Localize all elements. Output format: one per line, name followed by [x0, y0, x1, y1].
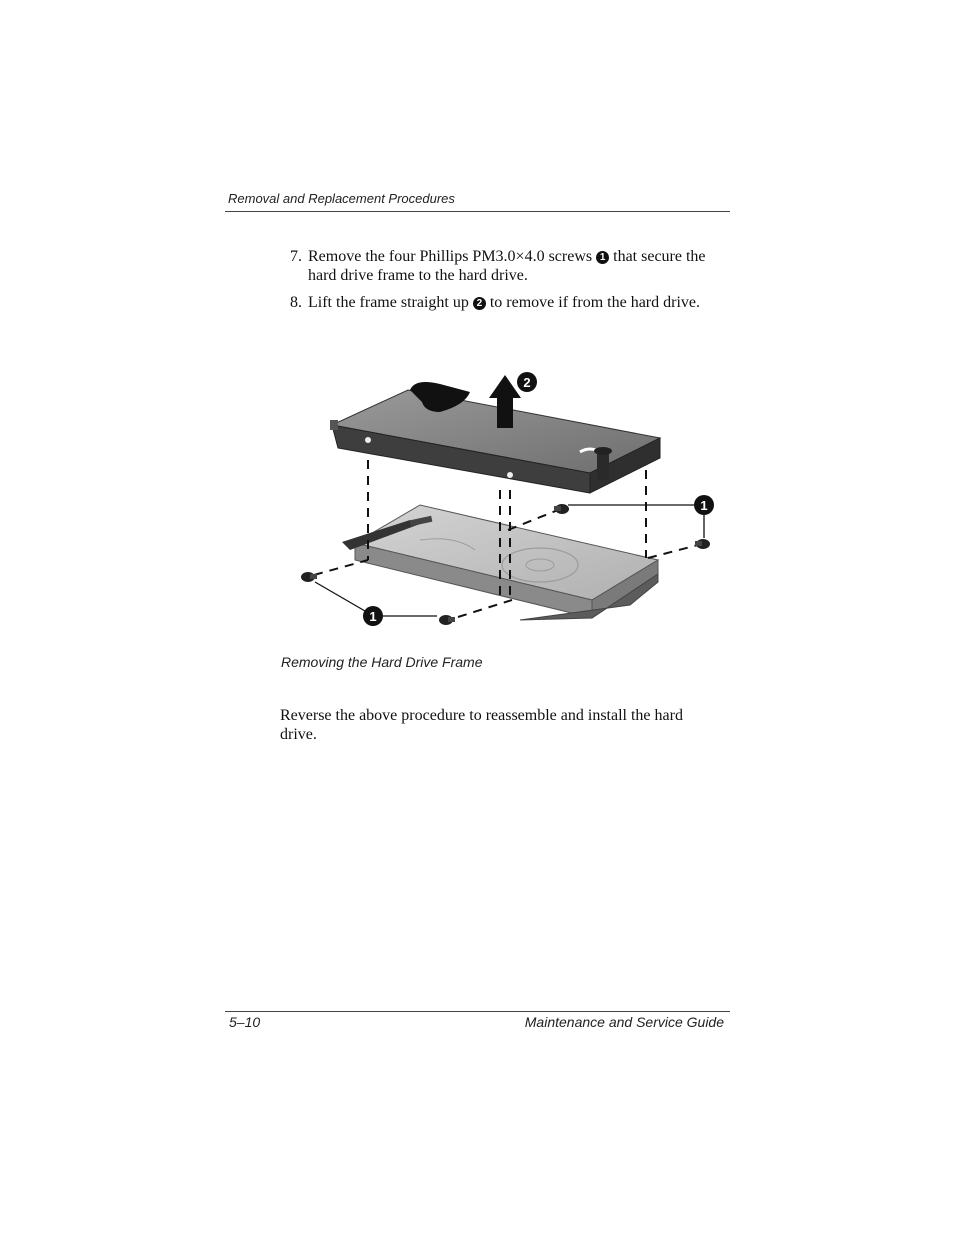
page-number: 5–10 [229, 1014, 261, 1030]
callout-1-circle [694, 495, 714, 515]
callout-1-label: 1 [369, 609, 377, 624]
callout-1-circle [363, 606, 383, 626]
step-text [308, 247, 735, 285]
step-text-before: Lift the frame straight up [308, 294, 469, 311]
exploded-view-drawing [290, 360, 730, 635]
screw-icon [301, 572, 317, 582]
body-paragraph: Reverse the above procedure to reassemble and install the hard drive. [280, 707, 683, 743]
header-rule [225, 211, 730, 212]
step-text-after: that secure the hard drive frame to the hard drive. [308, 248, 706, 284]
screw-icon [695, 539, 710, 549]
step-number: 7. [290, 248, 302, 265]
footer-rule [225, 1011, 730, 1012]
callout-2-label: 2 [523, 375, 531, 390]
running-header: Removal and Replacement Procedures [228, 191, 455, 206]
callout-1-label: 1 [700, 498, 708, 513]
procedure-steps [290, 247, 735, 320]
hard-drive-frame [330, 390, 660, 493]
step-text-after: to remove if from the hard drive. [489, 294, 700, 311]
screw-icon [554, 504, 569, 514]
step-8 [290, 293, 735, 312]
hard-drive-frame-illustration [290, 360, 730, 635]
step-7 [290, 247, 735, 285]
callout-2-circle [517, 372, 537, 392]
step-text-before: Remove the four Phillips PM3.0×4.0 screws [308, 248, 593, 265]
callout-2-marker: 2 [473, 297, 486, 310]
screw-icon [439, 615, 455, 625]
step-text [308, 293, 735, 312]
figure-caption: Removing the Hard Drive Frame [281, 654, 483, 670]
guide-title: Maintenance and Service Guide [524, 1014, 724, 1030]
step-number: 8. [290, 294, 302, 311]
callout-1-marker: 1 [596, 251, 609, 264]
